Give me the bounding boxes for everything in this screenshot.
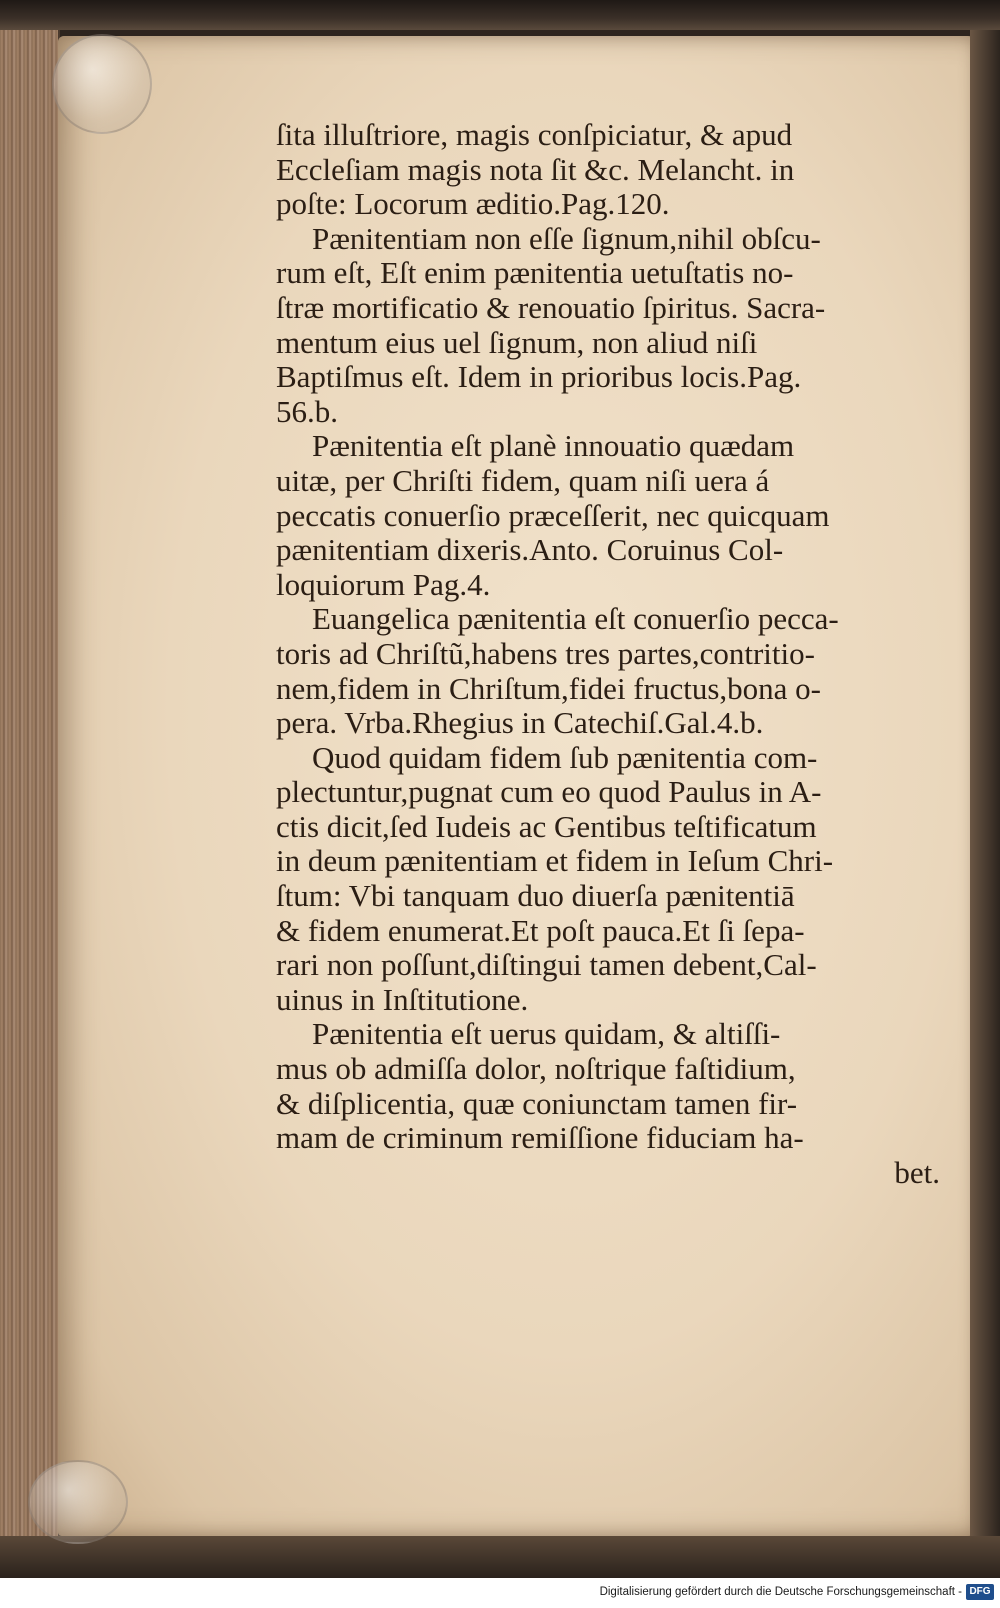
text-line: ſtræ mortificatio & renouatio ſpiritus. Sacra- [276, 289, 826, 325]
text-line: mentum eius uel ſignum, non aliud niſi [276, 324, 758, 360]
text-line: 56.b. [276, 393, 338, 429]
text-line: rari non poſſunt,diſtingui tamen debent,Cal- [276, 947, 817, 983]
text-line: plectuntur,pugnat cum eo quod Paulus in A- [276, 774, 822, 810]
text-line: in deum pænitentiam et fidem in Ieſum Chri- [276, 843, 834, 879]
page-text [276, 118, 946, 1190]
text-line: peccatis conuerſio præceſſerit, nec quicquam [276, 497, 830, 533]
text-line: mus ob admiſſa dolor, noſtrique faſtidium, [276, 1051, 796, 1087]
text-line: nem,fidem in Chriſtum,fidei fructus,bona o- [276, 670, 821, 706]
text-line: Pænitentia eſt uerus quidam, & altiſſi- [312, 1016, 781, 1052]
text-line: uitæ, per Chriſti fidem, quam niſi uera á [276, 462, 770, 498]
text-line: mam de criminum remiſſione fiduciam ha- [276, 1120, 804, 1156]
dfg-logo: DFG [966, 1584, 994, 1600]
page-clip-top [52, 34, 152, 134]
text-line: poſte: Locorum æditio.Pag.120. [276, 186, 670, 222]
text-line: loquiorum Pag.4. [276, 566, 491, 602]
text-line: Pænitentiam non eſſe ſignum,nihil obſcu- [312, 220, 821, 256]
text-line: ſtum: Vbi tanquam duo diuerſa pænitentiā [276, 878, 795, 914]
text-line: Eccleſiam magis nota ſit &c. Melancht. in [276, 151, 795, 187]
text-line: Quod quidam fidem ſub pænitentia com- [312, 739, 818, 775]
text-line: Baptiſmus eſt. Idem in prioribus locis.Pag. [276, 359, 802, 395]
text-line: ſita illuſtriore, magis conſpiciatur, & apud [276, 117, 793, 152]
text-line: Pænitentia eſt planè innouatio quædam [312, 428, 795, 464]
book-bottom-edge [0, 1536, 1000, 1578]
book-fore-edge [0, 30, 60, 1550]
text-line: pænitentiam dixeris.Anto. Coruinus Col- [276, 532, 784, 568]
text-line: uinus in Inſtitutione. [276, 981, 529, 1017]
credit-text: Digitalisierung gefördert durch die Deutsche Forschungsgemeinschaft - [599, 1586, 962, 1598]
text-line: toris ad Chriſtũ,habens tres partes,contritio- [276, 635, 815, 671]
text-line: ctis dicit,ſed Iudeis ac Gentibus teſtificatum [276, 808, 817, 844]
book-top-edge [0, 0, 1000, 30]
text-line: & fidem enumerat.Et poſt pauca.Et ſi ſepa- [276, 912, 805, 948]
page-clip-bottom [28, 1460, 128, 1544]
text-line: rum eſt, Eſt enim pænitentia uetuſtatis no- [276, 255, 794, 291]
digitization-credit-bar [0, 1578, 1000, 1608]
right-page-shadow [970, 30, 1000, 1560]
text-line: & diſplicentia, quæ coniunctam tamen fir- [276, 1085, 798, 1121]
text-line: pera. Vrba.Rhegius in Catechiſ.Gal.4.b. [276, 705, 764, 741]
text-line: Euangelica pænitentia eſt conuerſio pecca- [312, 601, 839, 637]
catchword: bet. [894, 1154, 940, 1190]
